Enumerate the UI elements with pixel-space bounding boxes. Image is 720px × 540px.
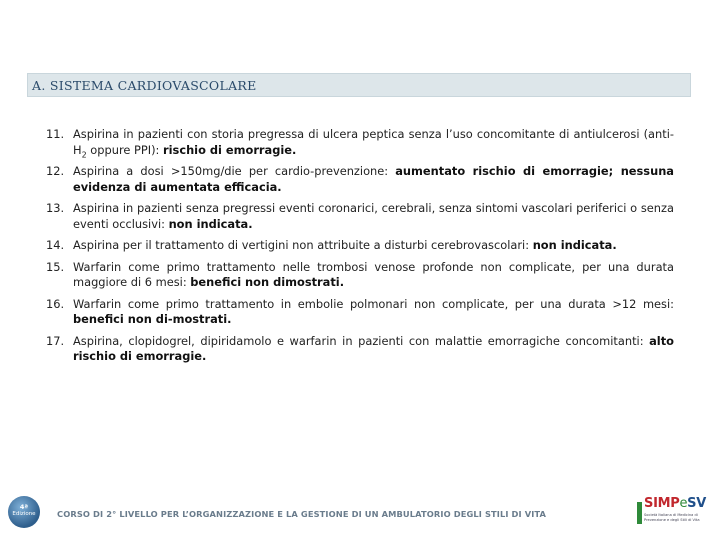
item-number: 17. (46, 333, 65, 348)
logo-subtitle: Società Italiana di Medicina di Prevenzione e degli Stili di Vita (644, 513, 700, 522)
item-text: Warfarin come primo trattamento nelle trombosi venose profonde non complicate, per una durata maggiore di 6 mesi: (73, 259, 674, 289)
item-number: 15. (46, 259, 65, 274)
item-conclusion: alto rischio di emorragie. (73, 333, 674, 363)
item-conclusion: benefici non di-mostrati. (73, 312, 232, 326)
item-text: Aspirina per il trattamento di vertigini non attribuite a disturbi cerebrovascolari: (73, 238, 533, 252)
list-item (46, 164, 674, 195)
slide-footer (0, 494, 720, 540)
item-conclusion: benefici non dimostrati. (190, 275, 345, 289)
list-item (46, 260, 674, 291)
item-subscript: 2 (81, 149, 87, 159)
simpesv-logo (637, 496, 713, 532)
item-conclusion: rischio di emorragie. (163, 142, 297, 157)
section-header (27, 73, 691, 97)
course-title: CORSO DI 2° LIVELLO PER L’ORGANIZZAZIONE E LA GESTIONE DI UN AMBULATORIO DEGLI STILI DI VITA (57, 509, 547, 519)
item-number: 14. (46, 238, 65, 252)
item-text-after: oppure PPI): (86, 142, 164, 157)
item-number: 12. (46, 164, 65, 178)
item-text: Aspirina a dosi >150mg/die per cardio-prevenzione: (73, 164, 396, 178)
logo-sv: SV (687, 496, 706, 511)
logo-simp: SIMP (644, 496, 680, 511)
logo-wordmark (644, 496, 706, 511)
logo-e: e (679, 496, 688, 511)
item-number: 13. (46, 201, 65, 215)
item-text: Aspirina, clopidogrel, dipiridamolo e warfarin in pazienti con malattie emorragiche concomitanti: (73, 333, 650, 348)
item-conclusion: aumentato rischio di emorragie; nessuna evidenza di aumentata efficacia. (73, 164, 674, 194)
recommendation-list (46, 127, 674, 371)
list-item (46, 334, 674, 365)
badge-edition: 4ª (19, 503, 29, 511)
item-conclusion: non indicata. (532, 238, 617, 252)
item-number: 11. (46, 127, 65, 141)
edition-badge (8, 496, 40, 528)
list-item (46, 238, 674, 254)
list-item (46, 201, 674, 232)
item-number: 16. (46, 296, 65, 311)
list-item (46, 297, 674, 328)
item-text: Warfarin come primo trattamento in embolie polmonari non complicate, per una durata >12 mesi: (73, 296, 674, 311)
logo-mark-icon (637, 502, 642, 524)
list-item (46, 127, 674, 158)
item-text: Aspirina in pazienti con storia pregressa di ulcera peptica senza l’uso concomitante di antiulcerosi (anti-H (73, 127, 674, 157)
section-title: A. SISTEMA CARDIOVASCOLARE (32, 78, 257, 93)
badge-label: Edizione (12, 511, 36, 517)
item-text: Aspirina in pazienti senza pregressi eventi coronarici, cerebrali, senza sintomi vascolari periferici o senza eventi occlusivi: (73, 201, 674, 231)
item-conclusion: non indicata. (168, 216, 253, 231)
